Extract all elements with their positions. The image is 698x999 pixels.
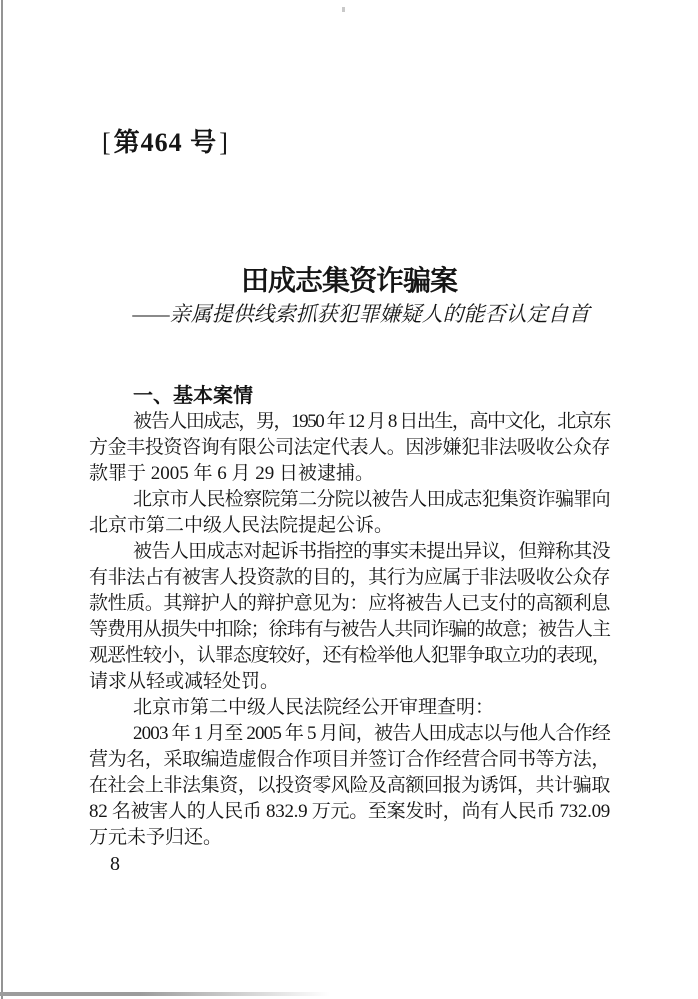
line-text: 82 名被害人的人民币 832.9 万元。至案发时，尚有人民币 732.09 bbox=[89, 801, 610, 822]
body-line bbox=[89, 409, 610, 435]
body-line bbox=[89, 747, 610, 773]
body-line bbox=[89, 773, 610, 799]
scan-edge-left-line bbox=[1, 0, 3, 999]
line-text: 北京市第二中级人民法院经公开审理查明： bbox=[133, 697, 495, 718]
body-line bbox=[89, 539, 610, 565]
body-line bbox=[89, 617, 610, 643]
body-line bbox=[89, 591, 610, 617]
line-text: 方金丰投资咨询有限公司法定代表人。因涉嫌犯非法吸收公众存 bbox=[89, 437, 610, 458]
open-bracket: [ bbox=[102, 128, 112, 157]
body-line bbox=[89, 565, 610, 591]
line-text: 款罪于 2005 年 6 月 29 日被逮捕。 bbox=[89, 463, 375, 484]
scan-speck bbox=[342, 7, 345, 12]
body-line bbox=[89, 721, 610, 747]
case-number bbox=[100, 122, 231, 159]
body-line bbox=[89, 643, 610, 669]
line-text: 请求从轻或减轻处罚。 bbox=[89, 671, 280, 692]
body-line bbox=[89, 461, 610, 487]
case-title: 田成志集资诈骗案 bbox=[240, 266, 457, 297]
body-text bbox=[89, 383, 610, 851]
case-number-text: 第464 号 bbox=[113, 128, 218, 157]
line-text: 观恶性较小，认罪态度较好，还有检举他人犯罪争取立功的表现， bbox=[89, 645, 610, 666]
body-line bbox=[89, 487, 610, 513]
line-text: 北京市人民检察院第二分院以被告人田成志犯集资诈骗罪向 bbox=[133, 489, 610, 510]
body-line bbox=[89, 669, 610, 695]
line-text: 款性质。其辩护人的辩护意见为：应将被告人已支付的高额利息 bbox=[89, 593, 610, 614]
case-subtitle: ——亲属提供线索抓获犯罪嫌疑人的能否认定自首 bbox=[132, 302, 590, 326]
line-text: 被告人田成志对起诉书指控的事实未提出异议，但辩称其没 bbox=[133, 541, 610, 562]
line-text: 有非法占有被害人投资款的目的，其行为应属于非法吸收公众存 bbox=[89, 567, 610, 588]
line-text: 在社会上非法集资，以投资零风险及高额回报为诱饵，共计骗取 bbox=[89, 775, 610, 796]
line-text: 北京市第二中级人民法院提起公诉。 bbox=[89, 515, 394, 536]
line-text: 万元未予归还。 bbox=[89, 827, 223, 848]
page-number: 8 bbox=[110, 853, 120, 875]
body-line bbox=[89, 513, 610, 539]
body-line bbox=[89, 825, 610, 851]
body-line bbox=[89, 799, 610, 825]
close-bracket: ] bbox=[219, 128, 229, 157]
line-text: 营为名，采取编造虚假合作项目并签订合作经营合同书等方法， bbox=[89, 749, 610, 770]
scan-edge-bottom-line bbox=[0, 992, 330, 996]
line-text: 2003 年 1 月至 2005 年 5 月间，被告人田成志以与他人合作经 bbox=[133, 723, 610, 744]
body-line bbox=[89, 695, 610, 721]
section-heading: 一、基本案情 bbox=[133, 385, 253, 407]
line-text: 被告人田成志，男，1950 年 12 月 8 日出生，高中文化，北京东 bbox=[133, 411, 610, 432]
line-text: 等费用从损失中扣除；徐玮有与被告人共同诈骗的故意；被告人主 bbox=[89, 619, 610, 640]
body-line bbox=[89, 435, 610, 461]
